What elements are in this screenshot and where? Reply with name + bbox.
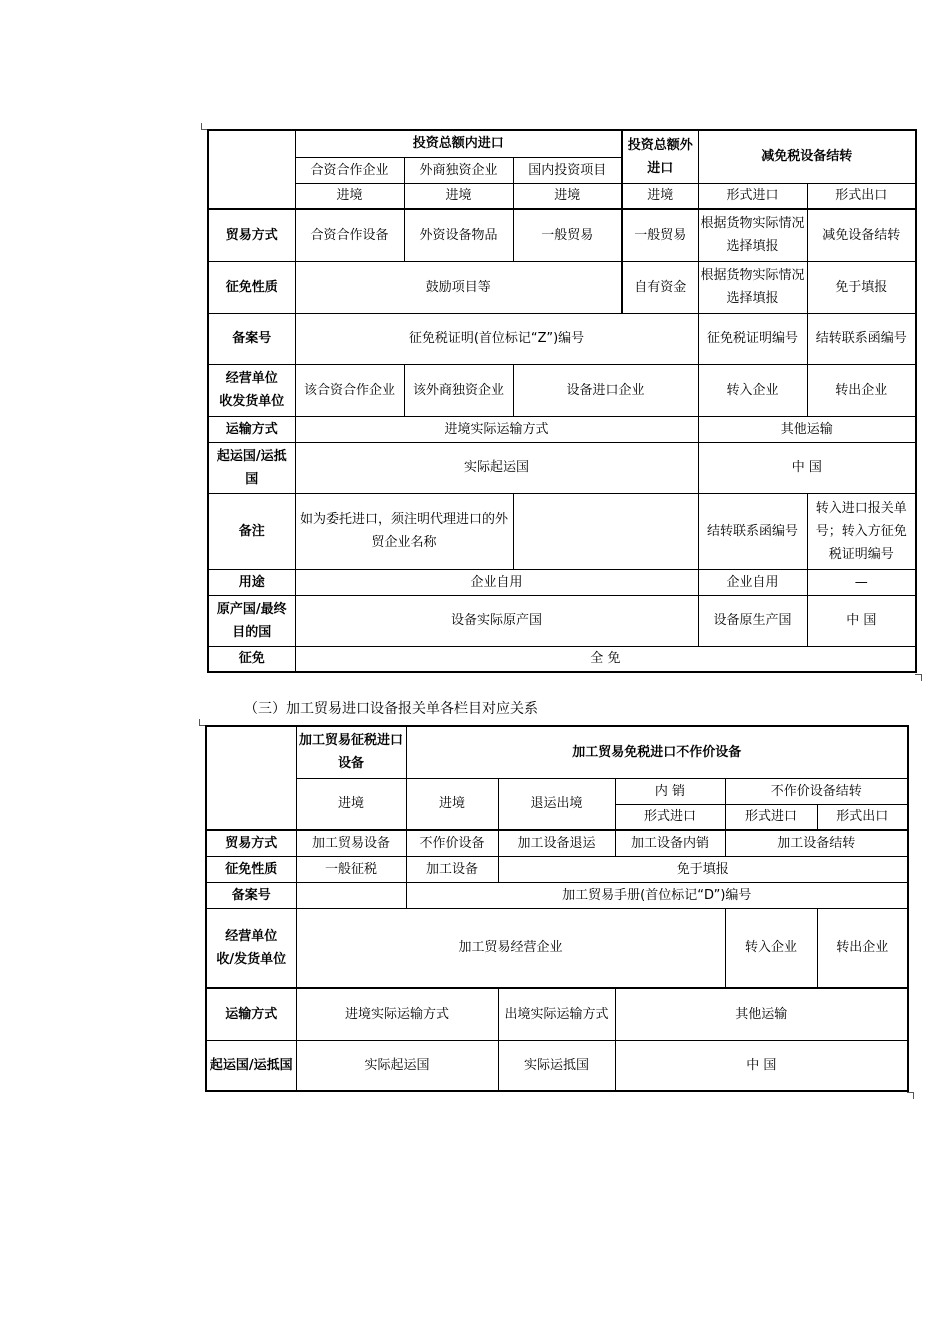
row-label-tax-nature: 征免性质 xyxy=(208,261,295,313)
t2-tax-nature-tax: 一般征税 xyxy=(296,856,406,882)
t2-transport-entry: 进境实际运输方式 xyxy=(296,988,498,1040)
t2-trade-mode-transfer: 加工设备结转 xyxy=(725,830,908,856)
t2-operator-transfer-in: 转入企业 xyxy=(725,908,817,988)
t2-tax-nature-rest: 免于填报 xyxy=(498,856,908,882)
section-caption: （三）加工贸易进口设备报关单各栏目对应关系 xyxy=(244,701,538,717)
header-reduce-transfer: 减免税设备结转 xyxy=(698,130,916,183)
row2-label-trade-mode: 贸易方式 xyxy=(206,830,296,856)
header-formal-import: 形式进口 xyxy=(698,183,807,209)
usage-import: 企业自用 xyxy=(295,569,698,595)
levy-all: 全 免 xyxy=(295,646,916,672)
operator-transfer-in: 转入企业 xyxy=(698,364,807,416)
operator-transfer-out: 转出企业 xyxy=(807,364,916,416)
header-entry-2: 进境 xyxy=(404,183,513,209)
header-formal-export-transfer: 形式出口 xyxy=(817,804,908,830)
header-invest-in-total: 投资总额内进口 xyxy=(295,130,622,157)
row-label-operator xyxy=(208,364,295,416)
row2-label-transport: 运输方式 xyxy=(206,988,296,1040)
operator-jv: 该合资合作企业 xyxy=(295,364,404,416)
header-entry-4: 进境 xyxy=(622,183,698,209)
t2-record-no-tax xyxy=(296,882,406,908)
row-label-levy: 征免 xyxy=(208,646,295,672)
header-processing-free: 加工贸易免税进口不作价设备 xyxy=(406,726,908,778)
remarks-formal-export: 转入进口报关单号；转入方征免税证明编号 xyxy=(807,493,916,569)
trade-mode-formal-export: 减免设备结转 xyxy=(807,209,916,261)
t2-operator-label-1: 经营单位 xyxy=(225,928,278,944)
header-formal-import-sale: 形式进口 xyxy=(615,804,725,830)
origin-country-import: 实际起运国 xyxy=(295,442,698,493)
t2-operator-label-2: 收/发货单位 xyxy=(216,951,287,967)
usage-formal-export: — xyxy=(807,569,916,595)
crop-mark-bottom-right-1 xyxy=(915,674,922,681)
operator-label-2: 收发货单位 xyxy=(219,394,285,409)
header-invest-out-total: 投资总额外进口 xyxy=(622,130,698,183)
header-entry-tax: 进境 xyxy=(296,778,406,830)
header-foreign: 外商独资企业 xyxy=(404,157,513,183)
t2-origin-exit: 实际运抵国 xyxy=(498,1040,615,1091)
tax-nature-in-total: 鼓励项目等 xyxy=(295,261,622,313)
transport-other: 其他运输 xyxy=(698,416,916,442)
header-domestic: 国内投资项目 xyxy=(513,157,622,183)
operator-foreign: 该外商独资企业 xyxy=(404,364,513,416)
remarks-empty xyxy=(513,493,698,569)
t2-operator-transfer-out: 转出企业 xyxy=(817,908,908,988)
header-entry-3: 进境 xyxy=(513,183,622,209)
header-entry-free: 进境 xyxy=(406,778,498,830)
row-label-transport: 运输方式 xyxy=(208,416,295,442)
row-label-origin-country: 起运国/运抵国 xyxy=(208,442,295,493)
header-formal-export: 形式出口 xyxy=(807,183,916,209)
trade-mode-formal-import: 根据货物实际情况选择填报 xyxy=(698,209,807,261)
record-no-formal-import: 征免税证明编号 xyxy=(698,313,807,364)
t2-tax-nature-free: 加工设备 xyxy=(406,856,498,882)
header-domestic-sale: 内 销 xyxy=(615,778,725,804)
header-jv: 合资合作企业 xyxy=(295,157,404,183)
header-non-priced-transfer: 不作价设备结转 xyxy=(725,778,908,804)
t2-trade-mode-return: 加工设备退运 xyxy=(498,830,615,856)
origin-import: 设备实际原产国 xyxy=(295,595,698,646)
row-label-origin: 原产国/最终目的国 xyxy=(208,595,295,646)
row-label-record-no: 备案号 xyxy=(208,313,295,364)
corner-cell-2 xyxy=(206,726,296,830)
t2-transport-exit: 出境实际运输方式 xyxy=(498,988,615,1040)
t2-operator-main: 加工贸易经营企业 xyxy=(296,908,725,988)
t2-origin-china: 中 国 xyxy=(615,1040,908,1091)
corner-cell xyxy=(208,130,295,209)
row-label-usage: 用途 xyxy=(208,569,295,595)
row-label-trade-mode: 贸易方式 xyxy=(208,209,295,261)
row2-label-origin-country: 起运国/运抵国 xyxy=(206,1040,296,1091)
row2-label-record-no: 备案号 xyxy=(206,882,296,908)
origin-formal-export: 中 国 xyxy=(807,595,916,646)
crop-mark-bottom-right-2 xyxy=(907,1092,914,1099)
trade-mode-foreign: 外资设备物品 xyxy=(404,209,513,261)
record-no-formal-export: 结转联系函编号 xyxy=(807,313,916,364)
usage-formal-import: 企业自用 xyxy=(698,569,807,595)
tax-nature-out-total: 自有资金 xyxy=(622,261,698,313)
origin-country-transfer: 中 国 xyxy=(698,442,916,493)
trade-mode-jv: 合资合作设备 xyxy=(295,209,404,261)
header-return-exit: 退运出境 xyxy=(498,778,615,830)
tax-nature-formal-import: 根据货物实际情况选择填报 xyxy=(698,261,807,313)
trade-mode-out-total: 一般贸易 xyxy=(622,209,698,261)
t2-record-no-free: 加工贸易手册(首位标记“D”)编号 xyxy=(406,882,908,908)
record-no-import: 征免税证明(首位标记“Z”)编号 xyxy=(295,313,698,364)
header-entry-1: 进境 xyxy=(295,183,404,209)
t2-transport-other: 其他运输 xyxy=(615,988,908,1040)
transport-import: 进境实际运输方式 xyxy=(295,416,698,442)
row-label-remarks: 备注 xyxy=(208,493,295,569)
remarks-formal-import: 结转联系函编号 xyxy=(698,493,807,569)
operator-label-1: 经营单位 xyxy=(225,371,278,386)
header-formal-import-transfer: 形式进口 xyxy=(725,804,817,830)
import-equipment-table xyxy=(207,129,917,673)
t2-trade-mode-sale: 加工设备内销 xyxy=(615,830,725,856)
processing-trade-table xyxy=(205,725,909,1092)
operator-importer: 设备进口企业 xyxy=(513,364,698,416)
origin-formal-import: 设备原生产国 xyxy=(698,595,807,646)
row2-label-operator xyxy=(206,908,296,988)
t2-trade-mode-free: 不作价设备 xyxy=(406,830,498,856)
row2-label-tax-nature: 征免性质 xyxy=(206,856,296,882)
t2-origin-entry: 实际起运国 xyxy=(296,1040,498,1091)
header-processing-tax: 加工贸易征税进口设备 xyxy=(296,726,406,778)
remarks-jv-foreign: 如为委托进口，须注明代理进口的外贸企业名称 xyxy=(295,493,513,569)
t2-trade-mode-tax: 加工贸易设备 xyxy=(296,830,406,856)
tax-nature-formal-export: 免于填报 xyxy=(807,261,916,313)
trade-mode-domestic: 一般贸易 xyxy=(513,209,622,261)
